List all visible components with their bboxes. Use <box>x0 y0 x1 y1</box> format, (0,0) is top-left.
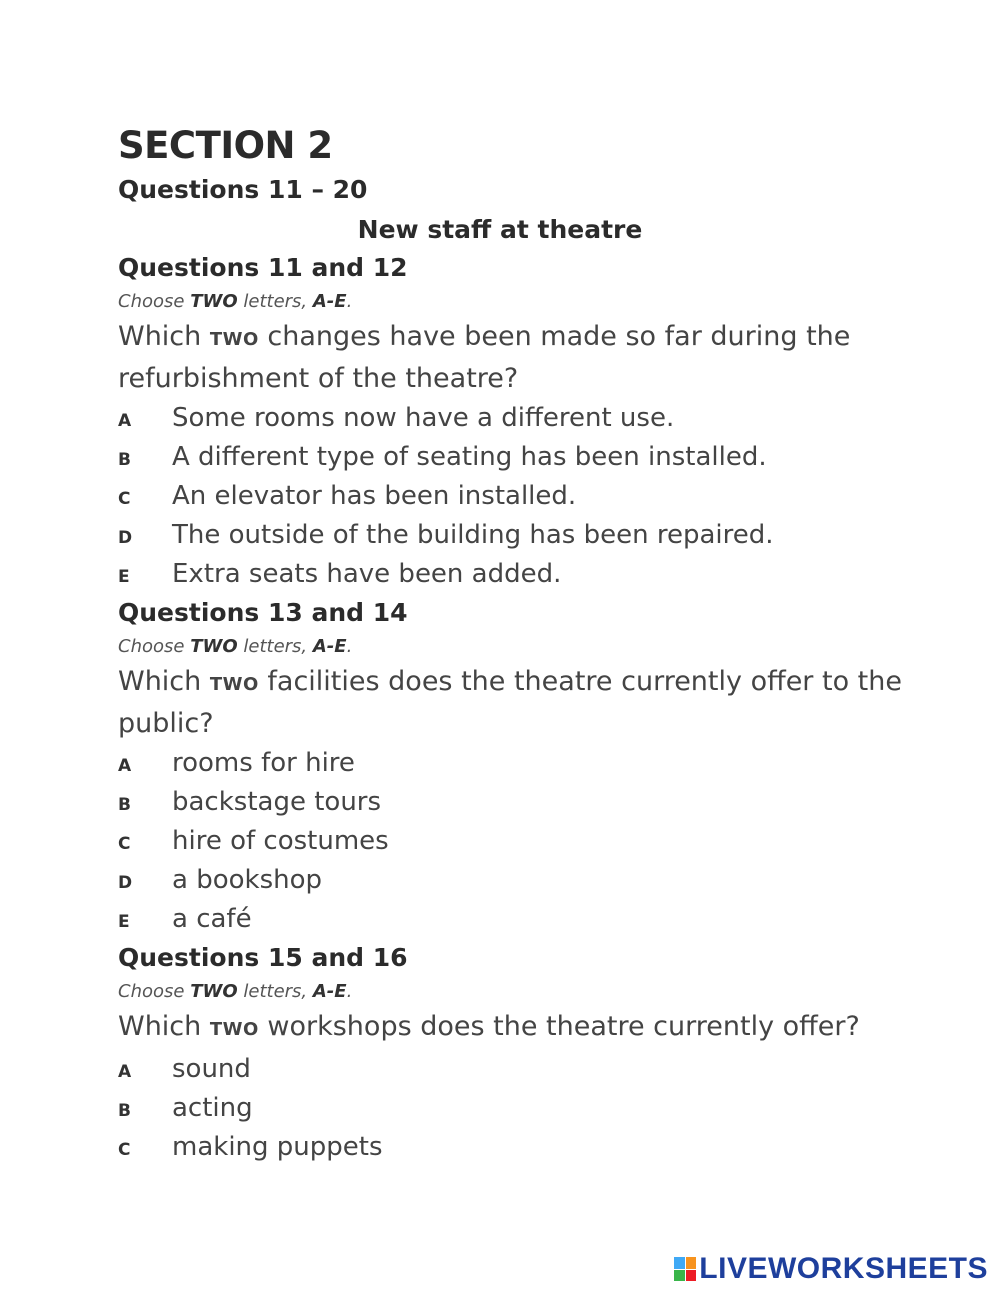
option-text: rooms for hire <box>172 748 355 778</box>
option-letter: C <box>118 834 131 854</box>
option-c[interactable] <box>118 477 908 516</box>
option-text: Extra seats have been added. <box>172 559 562 589</box>
question-group-11-12 <box>118 249 908 594</box>
group-heading: Questions 13 and 14 <box>118 598 408 627</box>
option-c[interactable] <box>118 822 908 861</box>
option-text: acting <box>172 1093 253 1123</box>
question-text: Which TWO facilities does the theatre currently offer to the public? <box>118 666 902 739</box>
option-letter: E <box>118 567 130 587</box>
logo-mark-icon <box>674 1257 696 1281</box>
option-text: The outside of the building has been repaired. <box>172 520 774 550</box>
option-letter: D <box>118 528 133 548</box>
group-heading: Questions 15 and 16 <box>118 943 408 972</box>
option-letter: C <box>118 1140 131 1160</box>
group-heading: Questions 11 and 12 <box>118 253 408 282</box>
option-letter: A <box>118 756 132 776</box>
option-b[interactable] <box>118 438 908 477</box>
option-a[interactable] <box>118 744 908 783</box>
question-group-15-16 <box>118 939 908 1167</box>
option-text: An elevator has been installed. <box>172 481 577 511</box>
instruction: Choose TWO letters, A-E. <box>118 291 353 312</box>
option-letter: B <box>118 1101 131 1121</box>
option-b[interactable] <box>118 783 908 822</box>
option-c[interactable] <box>118 1128 908 1167</box>
option-e[interactable] <box>118 900 908 939</box>
option-letter: B <box>118 450 131 470</box>
option-text: Some rooms now have a different use. <box>172 403 675 433</box>
liveworksheets-logo[interactable] <box>674 1252 988 1286</box>
question-text: Which TWO changes have been made so far during the refurbishment of the theatre? <box>118 321 851 394</box>
option-letter: E <box>118 912 130 932</box>
option-e[interactable] <box>118 555 908 594</box>
option-a[interactable] <box>118 399 908 438</box>
question-group-13-14 <box>118 594 908 939</box>
option-letter: D <box>118 873 133 893</box>
option-letter: B <box>118 795 131 815</box>
option-text: backstage tours <box>172 787 382 817</box>
option-text: sound <box>172 1054 251 1084</box>
document-title: New staff at theatre <box>357 215 643 244</box>
question-text: Which TWO workshops does the theatre currently offer? <box>118 1011 860 1042</box>
option-d[interactable] <box>118 861 908 900</box>
option-text: A different type of seating has been installed. <box>172 442 767 472</box>
option-letter: C <box>118 489 131 509</box>
option-b[interactable] <box>118 1089 908 1128</box>
instruction: Choose TWO letters, A-E. <box>118 636 353 657</box>
option-text: making puppets <box>172 1132 383 1162</box>
option-letter: A <box>118 1062 132 1082</box>
option-a[interactable] <box>118 1050 908 1089</box>
section-title: SECTION 2 <box>118 124 333 167</box>
logo-text: LIVEWORKSHEETS <box>699 1252 988 1285</box>
question-range: Questions 11 – 20 <box>118 175 368 204</box>
option-letter: A <box>118 411 132 431</box>
worksheet-page <box>118 122 908 1167</box>
option-text: a bookshop <box>172 865 323 895</box>
instruction: Choose TWO letters, A-E. <box>118 981 353 1002</box>
option-d[interactable] <box>118 516 908 555</box>
option-text: a café <box>172 904 252 934</box>
option-text: hire of costumes <box>172 826 389 856</box>
